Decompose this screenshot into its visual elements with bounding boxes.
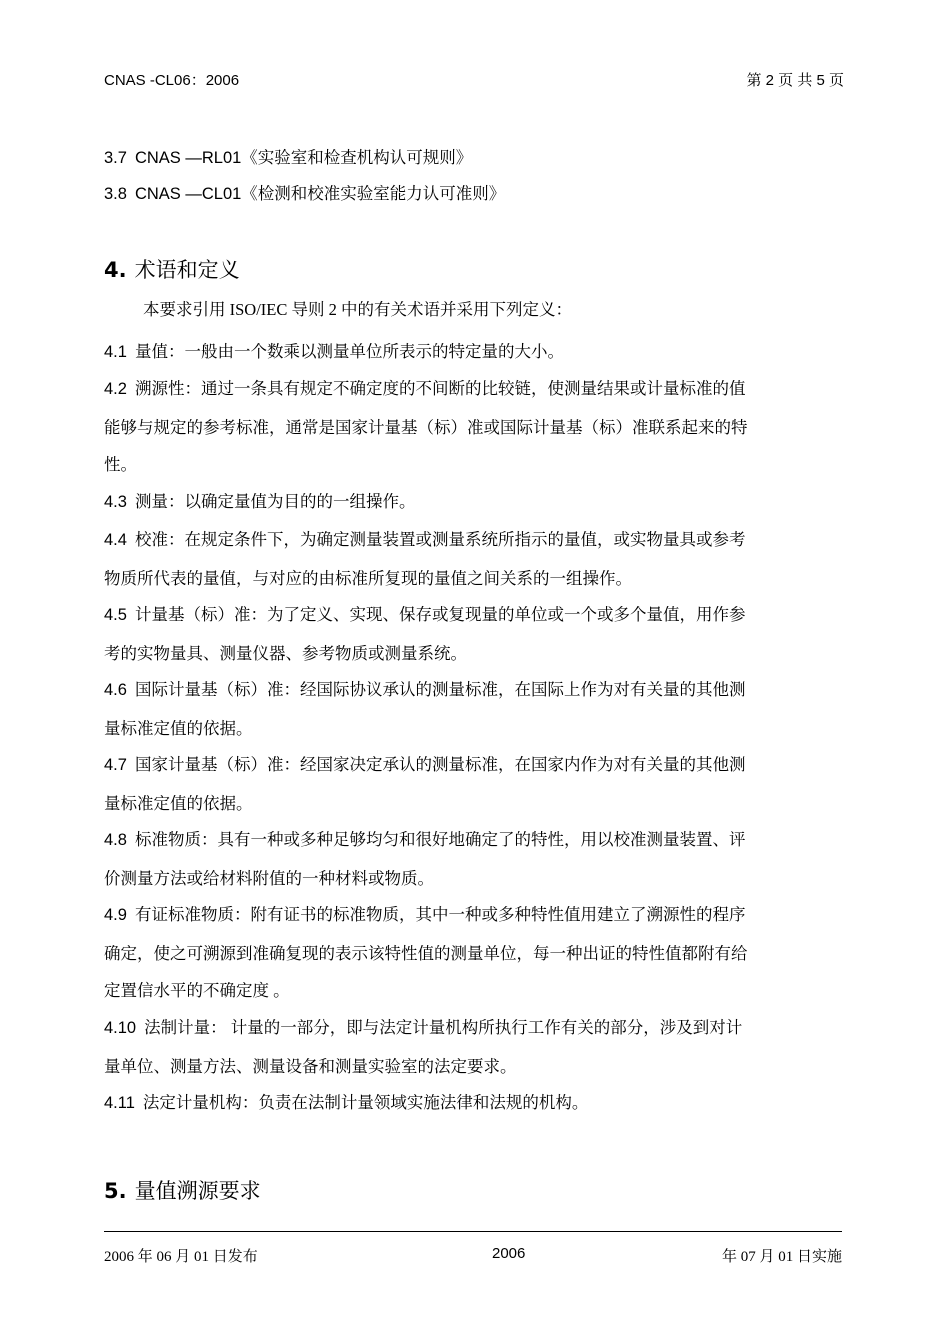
footer-issued-date: 2006 年 06 月 01 日发布 bbox=[104, 1249, 258, 1265]
definition-line: 计量基（标）准：为了定义、实现、保存或复现量的单位或一个或多个量值，用作参 bbox=[134, 605, 746, 624]
reference-item bbox=[104, 180, 505, 204]
section-heading bbox=[104, 254, 240, 284]
definition-line: 标准物质：具有一种或多种足够均匀和很好地确定了的特性，用以校准测量装置、评 bbox=[134, 830, 746, 849]
definition-line: 国际计量基（标）准：经国际协议承认的测量标准，在国际上作为对有关量的其他测 bbox=[134, 680, 746, 699]
definition-item bbox=[104, 671, 844, 747]
definition-number: 4.1 bbox=[104, 343, 127, 361]
definition-line: 法制计量： 计量的一部分，即与法定计量机构所执行工作有关的部分，涉及到对计 bbox=[144, 1018, 743, 1037]
definition-item bbox=[104, 370, 844, 484]
definition-line: 量标准定值的依据。 bbox=[104, 793, 253, 813]
definition-item bbox=[104, 821, 844, 897]
definition-line: 量标准定值的依据。 bbox=[104, 718, 253, 738]
definition-line: 有证标准物质：附有证书的标准物质，其中一种或多种特性值用建立了溯源性的程序 bbox=[134, 905, 746, 924]
definition-number: 4.3 bbox=[104, 493, 127, 511]
footer-year: 2006 bbox=[492, 1245, 526, 1262]
section-number: 4. bbox=[104, 258, 127, 282]
section-number: 5. bbox=[104, 1179, 127, 1203]
header-page-info: 第 2 页 共 5 页 bbox=[746, 72, 844, 89]
definition-line: 法定计量机构：负责在法制计量领域实施法律和法规的机构。 bbox=[142, 1093, 589, 1112]
definition-line: 国家计量基（标）准：经国家决定承认的测量标准，在国家内作为对有关量的其他测 bbox=[134, 755, 746, 774]
definition-item bbox=[104, 1084, 844, 1123]
reference-text: CNAS —CL01《检测和校准实验室能力认可准则》 bbox=[134, 185, 506, 203]
definition-line: 能够与规定的参考标准，通常是国家计量基（标）准或国际计量基（标）准联系起来的特 bbox=[104, 417, 748, 437]
reference-number: 3.7 bbox=[104, 149, 127, 167]
definition-line: 考的实物量具、测量仪器、参考物质或测量系统。 bbox=[104, 643, 467, 663]
definition-line: 价测量方法或给材料附值的一种材料或物质。 bbox=[104, 868, 434, 888]
definition-item bbox=[104, 521, 844, 597]
definition-item bbox=[104, 896, 844, 1010]
definition-line: 确定，使之可溯源到准确复现的表示该特性值的测量单位，每一种出证的特性值都附有给 bbox=[104, 943, 748, 963]
definition-item bbox=[104, 746, 844, 822]
definition-line: 物质所代表的量值，与对应的由标准所复现的量值之间关系的一组操作。 bbox=[104, 568, 632, 588]
definition-line: 溯源性：通过一条具有规定不确定度的不间断的比较链，使测量结果或计量标准的值 bbox=[134, 379, 746, 398]
definition-number: 4.6 bbox=[104, 681, 127, 699]
definition-number: 4.2 bbox=[104, 380, 127, 398]
definition-line: 校准：在规定条件下，为确定测量装置或测量系统所指示的量值，或实物量具或参考 bbox=[134, 530, 746, 549]
definition-item bbox=[104, 333, 844, 372]
definition-number: 4.7 bbox=[104, 756, 127, 774]
definition-item bbox=[104, 483, 844, 522]
section-heading bbox=[104, 1175, 261, 1205]
definition-item bbox=[104, 596, 844, 672]
section-title: 量值溯源要求 bbox=[134, 1179, 261, 1203]
definition-number: 4.10 bbox=[104, 1019, 137, 1037]
definition-number: 4.11 bbox=[104, 1094, 135, 1112]
reference-number: 3.8 bbox=[104, 185, 127, 203]
definition-number: 4.8 bbox=[104, 831, 127, 849]
definition-line: 性。 bbox=[104, 455, 137, 474]
section-title: 术语和定义 bbox=[134, 258, 240, 282]
definition-line: 测量：以确定量值为目的的一组操作。 bbox=[134, 492, 416, 511]
definition-line: 定置信水平的不确定度 。 bbox=[104, 981, 290, 1000]
footer-divider bbox=[104, 1231, 842, 1232]
reference-text: CNAS —RL01《实验室和检查机构认可规则》 bbox=[134, 149, 473, 167]
section-intro: 本要求引用 ISO/IEC 导则 2 中的有关术语并采用下列定义： bbox=[143, 300, 572, 319]
definition-number: 4.9 bbox=[104, 906, 127, 924]
definition-line: 量单位、测量方法、测量设备和测量实验室的法定要求。 bbox=[104, 1056, 517, 1076]
definition-line: 量值：一般由一个数乘以测量单位所表示的特定量的大小。 bbox=[134, 342, 564, 361]
reference-item bbox=[104, 144, 472, 168]
header-doc-id: CNAS -CL06：2006 bbox=[104, 72, 240, 89]
definition-item bbox=[104, 1009, 844, 1085]
definition-number: 4.4 bbox=[104, 531, 127, 549]
definition-number: 4.5 bbox=[104, 606, 127, 624]
footer-effective-date: 年 07 月 01 日实施 bbox=[721, 1249, 842, 1265]
